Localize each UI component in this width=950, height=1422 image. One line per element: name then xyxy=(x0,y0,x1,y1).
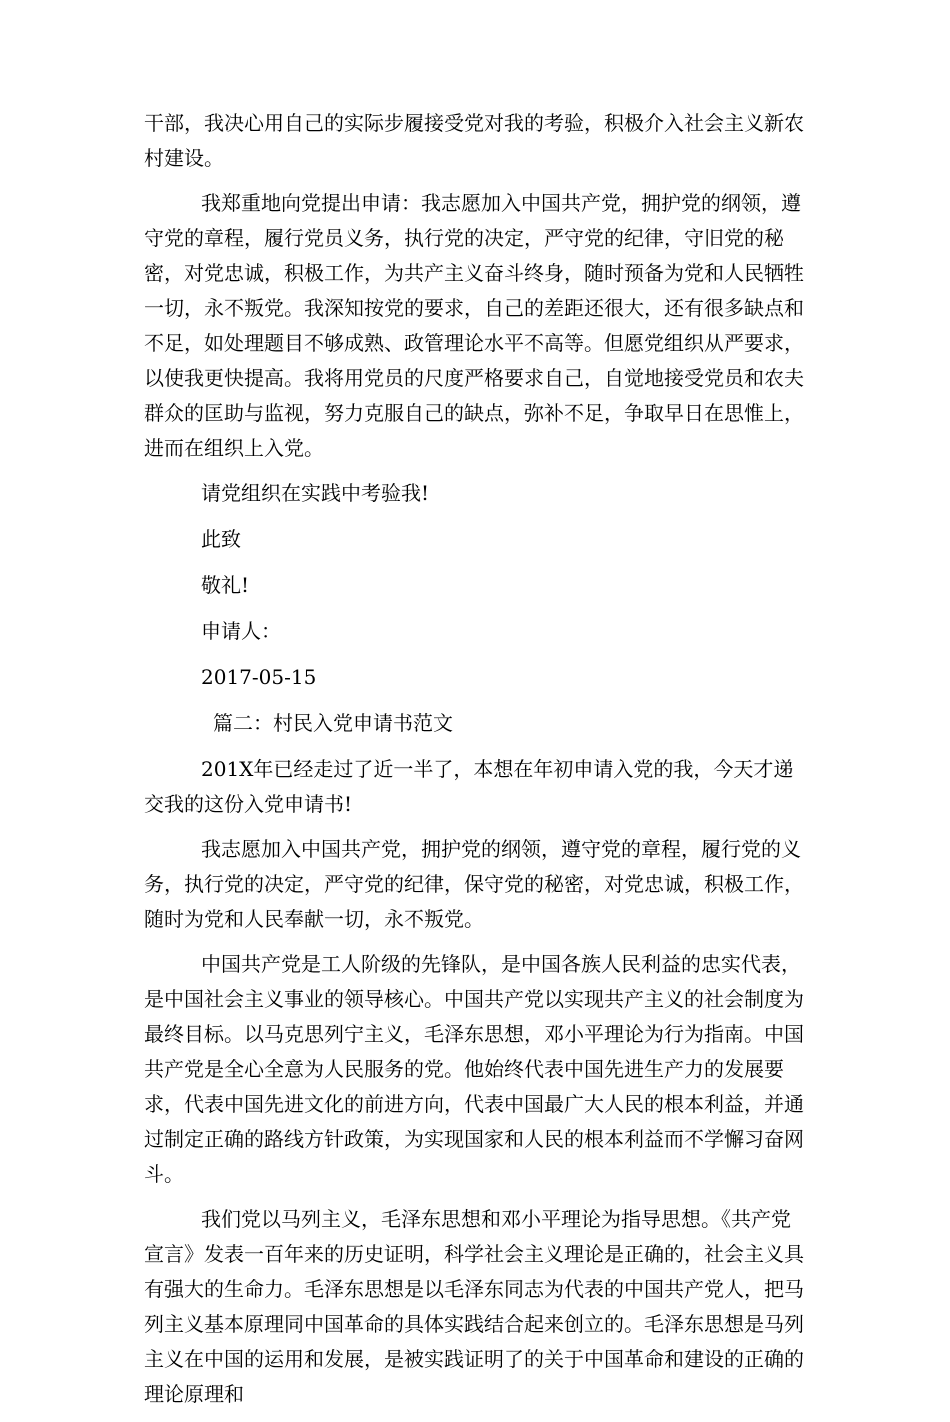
paragraph-party-nature: 中国共产党是工人阶级的先锋队，是中国各族人民利益的忠实代表，是中国社会主义事业的领导核心。中国共产党以实现共产主义的社会制度为最终目标。以马克思列宁主义，毛泽东思想，邓小平理论为行为指南。中国共产党是全心全意为人民服务的党。他始终代表中国先进生产力的发展要求，代表中国先进文化的前进方向，代表中国最广大人民的根本利益，并通过制定正确的路线方针政策，为实现国家和人民的根本利益而不学懈习奋网斗。 xyxy=(144,952,804,1186)
salutation-closing: 此致 xyxy=(201,527,241,551)
salutation-regards: 敬礼! xyxy=(201,573,250,597)
document-body xyxy=(144,106,804,1422)
paragraph-application: 我郑重地向党提出申请：我志愿加入中国共产党，拥护党的纲领，遵守党的章程，履行党员义务，执行党的决定，严守党的纪律，守旧党的秘密，对党忠诚，积极工作，为共产主义奋斗终身，随时预备为党和人民牺牲一切，永不叛党。我深知按党的要求，自己的差距还很大，还有很多缺点和不足，如处理题目不够成熟、政管理论水平不高等。但愿党组织从严要求，以使我更快提高。我将用党员的尺度严格要求自己，自觉地接受党员和农夫群众的匡助与监视，努力克服自己的缺点，弥补不足，争取早日在思惟上，进而在组织上入党。 xyxy=(144,191,804,460)
section-title: 篇二：村民入党申请书范文 xyxy=(213,711,453,735)
paragraph-intro: 201X年已经走过了近一半了，本想在年初申请入党的我，今天才递交我的这份入党申请书! xyxy=(144,757,794,816)
applicant-label: 申请人： xyxy=(201,619,281,643)
paragraph-continued: 干部，我决心用自己的实际步履接受党对我的考验，积极介入社会主义新农村建设。 xyxy=(144,111,804,170)
application-date: 2017-05-15 xyxy=(201,665,317,689)
paragraph-request: 请党组织在实践中考验我! xyxy=(201,481,430,505)
paragraph-guiding-thought: 我们党以马列主义，毛泽东思想和邓小平理论为指导思想。《共产党宣言》发表一百年来的历史证明，科学社会主义理论是正确的，社会主义具有强大的生命力。毛泽东思想是以毛泽东同志为代表的中国共产党人，把马列主义基本原理同中国革命的具体实践结合起来创立的。毛泽东思想是马列主义在中国的运用和发展，是被实践证明了的关于中国革命和建设的正确的理论原理和 xyxy=(144,1207,804,1406)
paragraph-pledge: 我志愿加入中国共产党，拥护党的纲领，遵守党的章程，履行党的义务，执行党的决定，严守党的纪律，保守党的秘密，对党忠诚，积极工作，随时为党和人民奉献一切，永不叛党。 xyxy=(144,837,804,931)
